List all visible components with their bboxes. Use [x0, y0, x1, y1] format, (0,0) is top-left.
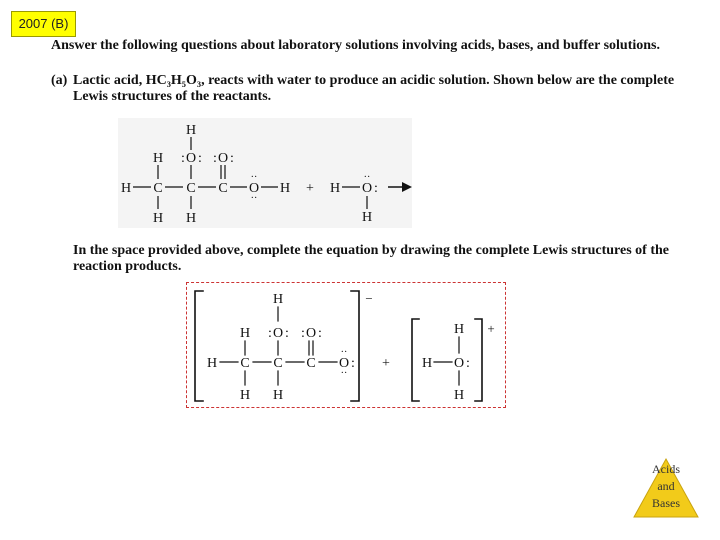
lone-pair-dots: ·· [250, 193, 258, 204]
products-lewis-svg [187, 283, 505, 407]
lone-pair: : [318, 326, 322, 341]
lone-pair: : [213, 151, 217, 166]
reactants-lewis-svg [118, 118, 412, 228]
atom-h: H [361, 210, 373, 225]
atom-o: O [217, 151, 229, 166]
atom-o: O [361, 181, 373, 196]
lone-pair: : [181, 151, 185, 166]
atom-o: O [305, 326, 317, 341]
lone-pair-dots: ·· [340, 368, 348, 379]
atom-h: H [279, 181, 291, 196]
atom-h: H [239, 326, 251, 341]
lone-pair-dots: ·· [250, 172, 258, 183]
logo-line3: Bases [652, 496, 680, 510]
reactants-lewis-figure [118, 118, 412, 228]
question-a-label: (a) [51, 73, 68, 88]
atom-h: H [421, 356, 433, 371]
atom-h: H [152, 211, 164, 226]
instruction-line2: reaction products. [73, 259, 182, 274]
bracket-right [475, 319, 482, 401]
logo-text [632, 461, 700, 512]
instruction-text [73, 243, 683, 275]
atom-h: H [453, 388, 465, 403]
instruction-line1: In the space provided above, complete the equation by drawing the complete Lewis structures of the [73, 243, 670, 258]
atom-c: C [240, 356, 250, 371]
bracket-right [351, 291, 359, 401]
question-a-line1: Lactic acid, HC₃H₅O₃, reacts with water to produce an acidic solution. Shown below are the complete [73, 73, 675, 88]
lone-pair: : [374, 181, 378, 196]
atom-o: O [248, 181, 260, 196]
atom-c: C [273, 356, 283, 371]
atom-c: C [306, 356, 316, 371]
atom-o: O [272, 326, 284, 341]
atom-h: H [453, 322, 465, 337]
intro-text: Answer the following questions about laboratory solutions involving acids, bases, and buffer solutions. [51, 38, 660, 53]
atom-h: H [120, 181, 132, 196]
atom-h: H [272, 388, 284, 403]
question-a-text [73, 73, 673, 105]
question-a-line2: Lewis structures of the reactants. [73, 89, 272, 104]
atom-o: O [453, 356, 465, 371]
lone-pair: : [198, 151, 202, 166]
atom-c: C [153, 181, 163, 196]
atom-h: H [152, 151, 164, 166]
reaction-arrow-head [402, 182, 412, 192]
lone-pair: : [285, 326, 289, 341]
products-answer-box [186, 282, 506, 408]
lone-pair: : [466, 356, 470, 371]
atom-c: C [218, 181, 228, 196]
bracket-left [412, 319, 419, 401]
lone-pair: : [301, 326, 305, 341]
atom-o: O [338, 356, 350, 371]
slide-tag: 2007 (B) [11, 11, 76, 37]
logo-line2: and [657, 479, 675, 493]
anion-charge: − [365, 291, 373, 306]
atom-h: H [239, 388, 251, 403]
logo-line1: Acids [652, 462, 680, 476]
bracket-left [195, 291, 203, 401]
lone-pair: : [268, 326, 272, 341]
atom-h: H [272, 292, 284, 307]
lone-pair-dots: ·· [340, 347, 348, 358]
atom-c: C [186, 181, 196, 196]
cation-charge: + [487, 321, 495, 336]
atom-o: O [185, 151, 197, 166]
lone-pair-dots: ·· [363, 172, 371, 183]
plus-sign: + [306, 181, 314, 196]
lone-pair: : [351, 356, 355, 371]
atom-h: H [185, 211, 197, 226]
atom-h: H [329, 181, 341, 196]
lone-pair: : [230, 151, 234, 166]
plus-sign: + [382, 356, 390, 371]
atom-h: H [206, 356, 218, 371]
atom-h: H [185, 123, 197, 138]
